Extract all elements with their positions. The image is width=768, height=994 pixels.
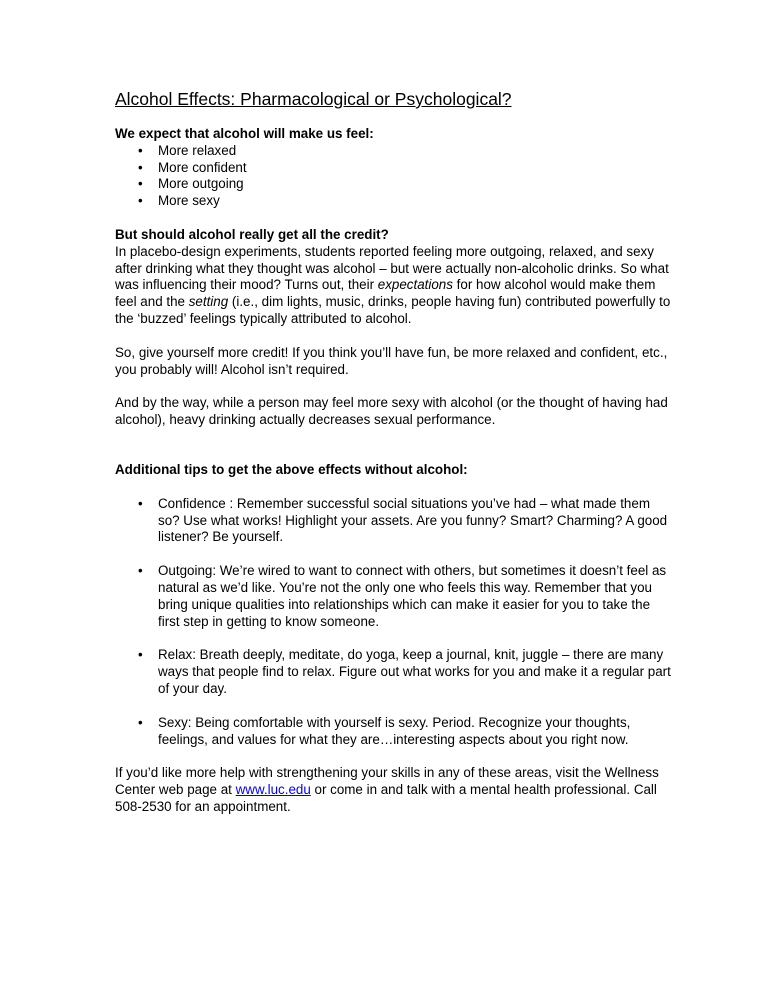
tips-heading: Additional tips to get the above effects without alcohol: <box>115 461 468 477</box>
credit-heading: But should alcohol really get all the credit? <box>115 226 389 242</box>
credit-paragraph-2: So, give yourself more credit! If you think you’ll have fun, be more relaxed and confident, etc., you probably will! Alcohol isn’t required. <box>115 344 668 377</box>
page-title: Alcohol Effects: Pharmacological or Psychological? <box>115 89 512 109</box>
tips-list <box>115 496 675 749</box>
bullet-icon: • <box>138 714 143 730</box>
bullet-icon: • <box>138 563 143 579</box>
wellness-center-link[interactable]: www.luc.edu <box>235 782 311 798</box>
bullet-icon: • <box>138 647 143 663</box>
bullet-icon: • <box>138 159 143 175</box>
list-item: • More relaxed <box>138 142 237 158</box>
tip-outgoing: • Outgoing: We’re wired to want to connect with others, but sometimes it doesn’t feel as natural as we’d like. You’re not the only one who feels this way. Remember that you bring unique qualities into relationships which can make it easier for you to take the first step in getting to know someone. <box>138 563 667 629</box>
list-item: • More outgoing <box>138 176 244 192</box>
tip-relax: • Relax: Breath deeply, meditate, do yoga, keep a journal, knit, juggle – there are many ways that people find to relax. Figure out what works for you and make it a regular part of your day. <box>138 647 671 696</box>
list-item: • More confident <box>138 159 247 175</box>
expect-list <box>115 143 675 210</box>
bullet-icon: • <box>138 193 143 209</box>
tip-confidence: • Confidence : Remember successful social situations you’ve had – what made them so? Use what works! Highlight your assets. Are you funny? Smart? Charming? A good listener? Be yourself. <box>138 495 668 545</box>
credit-paragraph-3: And by the way, while a person may feel more sexy with alcohol (or the thought of having had alcohol), heavy drinking actually decreases sexual performance. <box>115 395 668 428</box>
expect-heading: We expect that alcohol will make us feel: <box>115 126 374 141</box>
bullet-icon: • <box>138 495 143 511</box>
credit-paragraph-1: In placebo-design experiments, students reported feeling more outgoing, relaxed, and sexy after drinking what they thought was alcohol – but were actually non-alcoholic drinks. So what was influencing their mood? Turns out, their expectations for how alcohol would make them feel and the setting (i.e., dim lights, music, drinks, people having fun) contributed powerfully to the ‘buzzed’ feelings typically attributed to alcohol. <box>115 243 671 326</box>
tip-sexy: • Sexy: Being comfortable with yourself is sexy. Period. Recognize your thoughts, feelings, and values for what they are…interesting aspects about you right now. <box>138 714 631 747</box>
closing-paragraph: If you’d like more help with strengthening your skills in any of these areas, visit the Wellness Center web page at www.luc.edu or come in and talk with a mental health professional. Call 508-2530 for an appointment. <box>115 765 659 814</box>
list-item: • More sexy <box>138 193 220 209</box>
bullet-icon: • <box>138 142 143 158</box>
document-content <box>115 88 675 816</box>
bullet-icon: • <box>138 176 143 192</box>
